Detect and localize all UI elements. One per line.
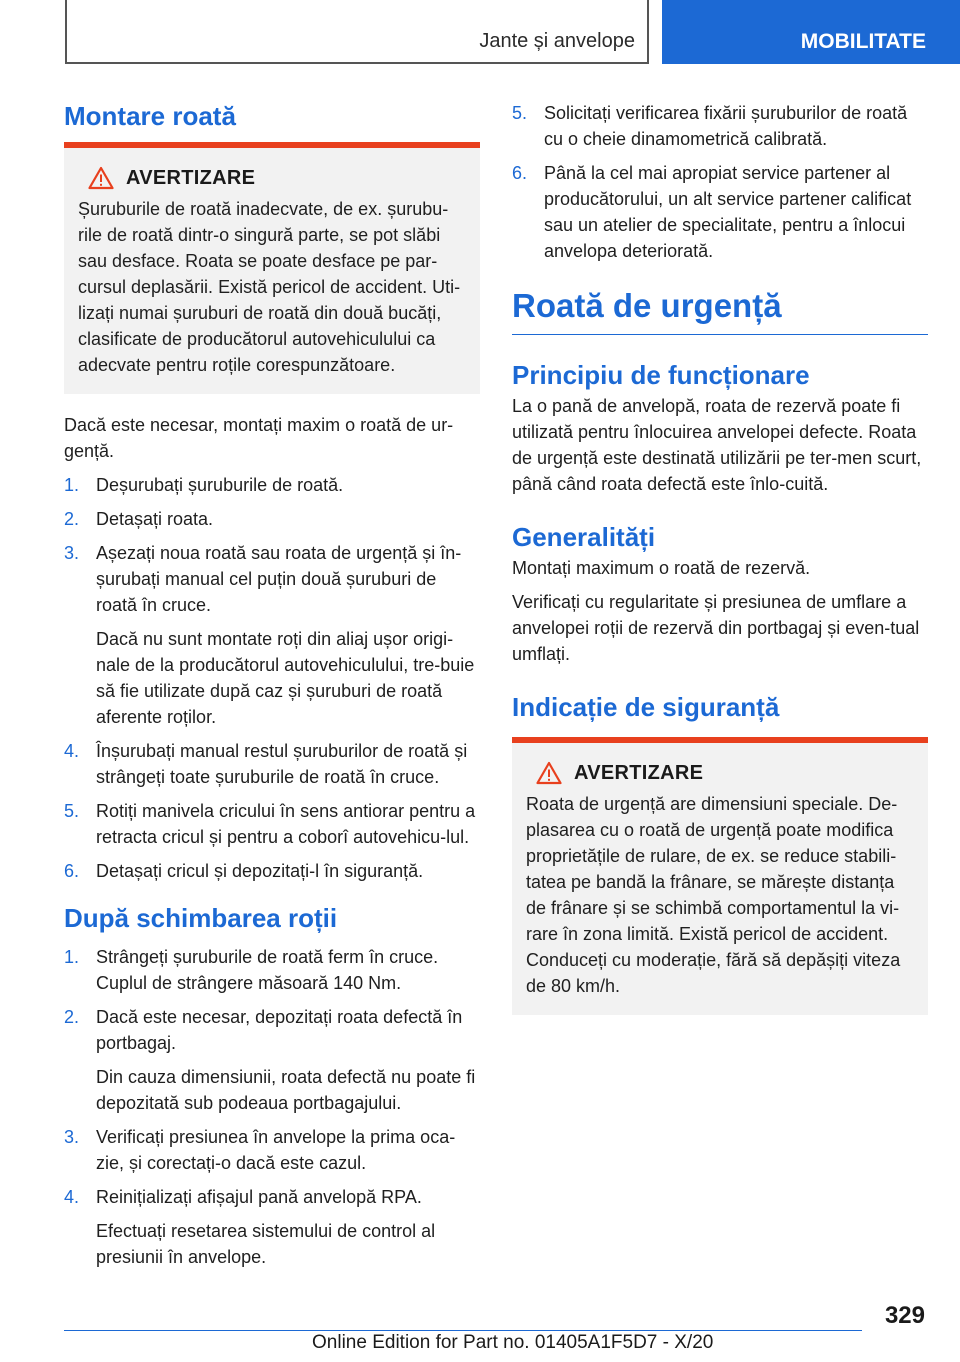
warning-label: AVERTIZARE — [574, 761, 704, 784]
list-item — [64, 1124, 480, 1176]
warning-triangle-icon — [88, 166, 114, 190]
step-note: Din cauza dimensiunii, roata defectă nu poate fi depozitată sub podeaua portbagajului. — [96, 1067, 476, 1113]
step-text: Detașați cricul și depozitați-l în siguranță. — [96, 861, 424, 881]
step-number: 5. — [64, 801, 80, 821]
list-item — [64, 944, 480, 996]
warning-header — [88, 166, 466, 190]
section-title-wheel-mounting: Montare roată — [64, 101, 236, 131]
after-change-steps-list — [64, 944, 480, 1270]
step-text: Solicitați verificarea fixării șuruburilor de roată cu o cheie dinamometrică calibrată. — [544, 103, 908, 149]
step-number: 5. — [512, 103, 528, 123]
section-title-safety: Indicație de siguranță — [512, 692, 780, 722]
warning-triangle-icon — [536, 761, 562, 785]
footer-edition-text: Online Edition for Part no. 01405A1F5D7 - X/20 — [312, 1332, 714, 1353]
step-text: Înșurubați manual restul șuruburilor de roată și strângeți toate șuruburile de roată în cruce. — [96, 741, 468, 787]
step-text: Strângeți șuruburile de roată ferm în cruce. Cuplul de strângere măsoară 140 Nm. — [96, 947, 439, 993]
warning-header — [536, 761, 914, 785]
step-number: 6. — [64, 861, 80, 881]
right-column — [512, 100, 928, 1033]
header-chapter-box — [65, 0, 649, 64]
list-item — [512, 160, 928, 264]
step-number: 4. — [64, 741, 80, 761]
step-number: 4. — [64, 1187, 80, 1207]
step-note: Dacă nu sunt montate roți din aliaj ușor origi-nale de la producătorul autovehiculului, tre-buie să fie utilizate după caz și șuruburi de roată aferente roților. — [96, 629, 475, 727]
step-text: Dacă este necesar, depozitați roata defectă în portbagaj. — [96, 1007, 463, 1053]
list-item — [512, 100, 928, 152]
step-text: Până la cel mai apropiat service partener al producătorului, un alt service partener calificat sau un atelier de specialitate, pentru a înlocui anvelopa deteriorată. — [544, 163, 912, 261]
step-text: Deșurubați șuruburile de roată. — [96, 475, 344, 495]
general-paragraph-1: Montați maximum o roată de rezervă. — [512, 558, 811, 578]
principle-paragraph: La o pană de anvelopă, roata de rezervă poate fi utilizată pentru înlocuirea anvelopei defecte. Roata de urgență este destinată utilizării pe ter-men scurt, până când roata defectă este înlo-cuită. — [512, 396, 922, 494]
step-number: 1. — [64, 475, 80, 495]
list-item — [64, 540, 480, 730]
section-title-after-change: După schimbarea roții — [64, 903, 338, 933]
mounting-steps-list — [64, 472, 480, 884]
warning-box — [64, 142, 480, 394]
header-section-tab[interactable]: MOBILITATE — [662, 0, 960, 64]
warning-text: Roata de urgență are dimensiuni speciale. De-plasarea cu o roată de urgență poate modifica proprietățile de rulare, de ex. se reduce stabili-tatea pe bandă la frânare, se mărește distanța de frânare și se schimbă comportamentul la vi-rare în zona limită. Există pericol de accident. Conduceți cu moderație, fără să depășiți viteza de 80 km/h. — [526, 794, 901, 996]
step-text: Așezați noua roată sau roata de urgență și în-șurubați manual cel puțin două șuruburi de roată în cruce. — [96, 543, 462, 615]
step-text: Reinițializați afișajul pană anvelopă RPA. — [96, 1187, 422, 1207]
general-paragraph-2: Verificați cu regularitate și presiunea de umflare a anvelopei roții de rezervă din portbagaj și even-tual umflați. — [512, 592, 920, 664]
continued-steps-list — [512, 100, 928, 264]
list-item — [64, 1004, 480, 1116]
step-number: 6. — [512, 163, 528, 183]
left-column — [64, 100, 480, 1280]
page-number: 329 — [884, 1302, 925, 1329]
list-item — [64, 472, 480, 498]
step-text: Rotiți manivela cricului în sens antiorar pentru a retracta cricul și pentru a coborî autovehicu-lul. — [96, 801, 476, 847]
step-text: Verificați presiunea în anvelope la prima oca-zie, și corectați-o dacă este cazul. — [96, 1127, 456, 1173]
list-item — [64, 798, 480, 850]
list-item — [64, 506, 480, 532]
header-chapter-title: Jante și anvelope — [479, 30, 635, 52]
step-note: Efectuați resetarea sistemului de control al presiunii în anvelope. — [96, 1221, 436, 1267]
footer-divider — [64, 1330, 862, 1331]
chapter-title-spare-wheel: Roată de urgență — [512, 286, 928, 335]
step-number: 2. — [64, 509, 80, 529]
warning-label: AVERTIZARE — [126, 166, 256, 189]
list-item — [64, 1184, 480, 1270]
step-text: Detașați roata. — [96, 509, 214, 529]
section-title-principle: Principiu de funcționare — [512, 360, 810, 390]
step-number: 2. — [64, 1007, 80, 1027]
step-number: 3. — [64, 543, 80, 563]
intro-paragraph: Dacă este necesar, montați maxim o roată de ur-gență. — [64, 415, 454, 461]
list-item — [64, 858, 480, 884]
warning-text: Șuruburile de roată inadecvate, de ex. șurubu-rile de roată dintr-o singură parte, se pot slăbi sau desface. Roata se poate desface pe par-cursul deplasării. Există pericol de accident. Uti-lizați numai șuruburi de roată din două bucăți, clasificate de producătorul autovehiculului ca adecvate pentru roțile corespunzătoare. — [78, 199, 461, 375]
section-title-general: Generalități — [512, 522, 656, 552]
list-item — [64, 738, 480, 790]
step-number: 1. — [64, 947, 80, 967]
step-number: 3. — [64, 1127, 80, 1147]
warning-box — [512, 737, 928, 1015]
